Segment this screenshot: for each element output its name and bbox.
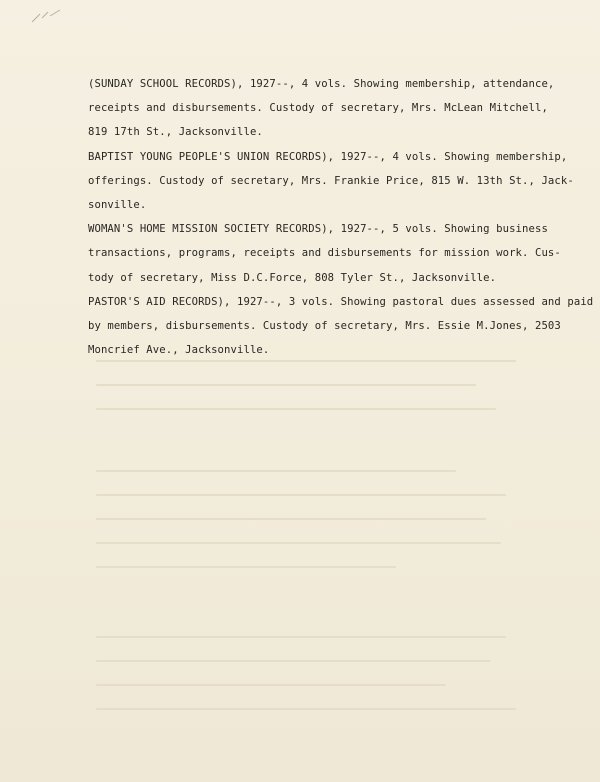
show-through-line [96,708,516,710]
show-through-line [96,660,491,662]
typed-records-list [88,72,594,362]
show-through-line [96,566,396,568]
entry-line: Moncrief Ave., Jacksonville. [88,344,270,357]
record-entry [88,72,558,145]
pencil-mark [30,8,64,28]
entry-line: receipts and disbursements. Custody of secretary, Mrs. McLean Mitchell, [88,102,548,115]
show-through-line [96,408,496,410]
show-through-line [96,494,506,496]
record-entry [88,290,594,363]
entry-line: tody of secretary, Miss D.C.Force, 808 Tyler St., Jacksonville. [88,271,497,284]
entry-line: WOMAN'S HOME MISSION SOCIETY RECORDS), 1927--, 5 vols. Showing business [88,223,548,236]
show-through-line [96,636,506,638]
entry-line: sonville. [88,199,147,212]
entry-line: 819 17th St., Jacksonville. [88,126,263,139]
record-entry [88,217,561,290]
entry-line: (SUNDAY SCHOOL RECORDS), 1927--, 4 vols. Showing membership, attendance, [88,78,555,90]
show-through-line [96,518,486,520]
record-entry [88,145,574,218]
show-through-line [96,384,476,386]
entry-line: PASTOR'S AID RECORDS), 1927--, 3 vols. Showing pastoral dues assessed and paid [88,295,594,308]
show-through-line [96,470,456,472]
entry-line: by members, disbursements. Custody of secretary, Mrs. Essie M.Jones, 2503 [88,320,561,333]
entry-line: transactions, programs, receipts and disbursements for mission work. Cus- [88,247,561,260]
show-through-line [96,684,446,686]
show-through-line [96,542,501,544]
entry-line: offerings. Custody of secretary, Mrs. Frankie Price, 815 W. 13th St., Jack- [88,174,574,187]
entry-line: BAPTIST YOUNG PEOPLE'S UNION RECORDS), 1927--, 4 vols. Showing membership, [88,150,568,163]
